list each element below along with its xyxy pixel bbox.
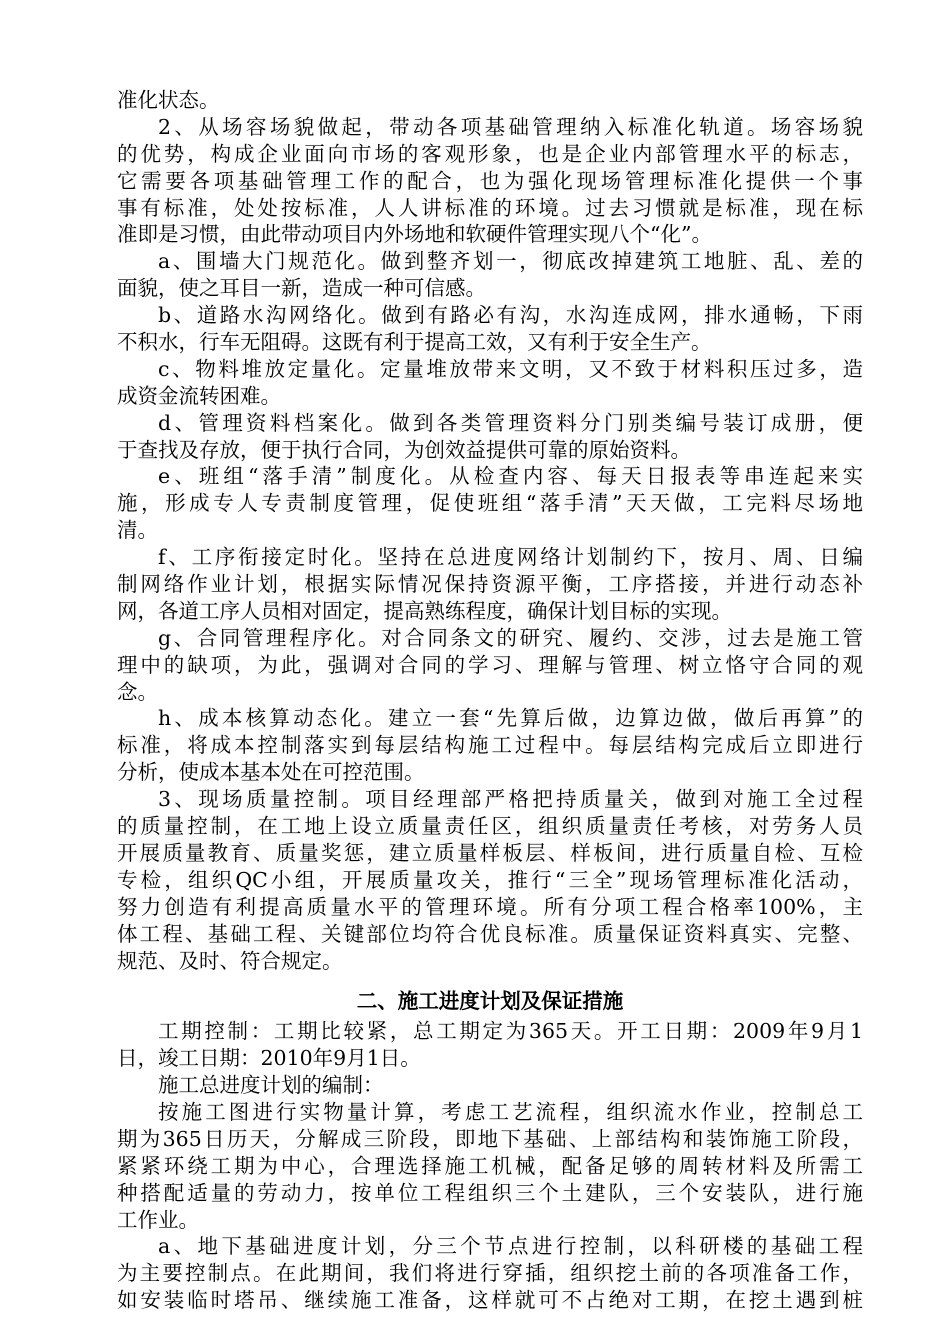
text-line: 不积水，行车无阻碍。这既有利于提高工效，又有利于安全生产。 [117, 330, 712, 355]
text-line: a、围墙大门规范化。做到整齐划一，彻底改掉建筑工地脏、乱、差的 [158, 249, 863, 274]
text-line: 开展质量教育、质量奖惩，建立质量样板层、样板间，进行质量自检、互检 [117, 840, 863, 865]
text-line: 工作业。 [117, 1207, 199, 1232]
text-line: 念。 [117, 679, 158, 704]
text-line: 事有标准，处处按标准，人人讲标准的环境。过去习惯就是标准，现在标 [117, 195, 863, 220]
text-line: 日，竣工日期：2010年9月1日。 [117, 1046, 421, 1071]
body-text-before-heading [117, 87, 863, 974]
text-line: g、合同管理程序化。对合同条文的研究、履约、交涉，过去是施工管 [158, 625, 863, 650]
text-line: 2、从场容场貌做起，带动各项基础管理纳入标准化轨道。场容场貌 [158, 114, 863, 139]
document-page [117, 87, 863, 1314]
text-line: 准即是习惯，由此带动项目内外场地和软硬件管理实现八个“化”。 [117, 222, 712, 247]
text-line: 种搭配适量的劳动力，按单位工程组织三个土建队，三个安装队，进行施 [117, 1180, 863, 1205]
text-line: 标准，将成本控制落实到每层结构施工过程中。每层结构完成后立即进行 [117, 733, 863, 758]
text-line: d、管理资料档案化。做到各类管理资料分门别类编号装订成册，便 [158, 410, 863, 435]
text-line: 分析，使成本基本处在可控范围。 [117, 760, 425, 785]
text-line: 努力创造有利提高质量水平的管理环境。所有分项工程合格率100%，主 [117, 894, 863, 919]
text-line: a、地下基础进度计划，分三个节点进行控制，以科研楼的基础工程 [158, 1234, 863, 1259]
text-line: f、工序衔接定时化。坚持在总进度网络计划制约下，按月、周、日编 [158, 545, 863, 570]
body-text-after-heading [117, 1018, 863, 1314]
text-line: 制网络作业计划，根据实际情况保持资源平衡，工序搭接，并进行动态补 [117, 572, 863, 597]
text-line: 期为365日历天，分解成三阶段，即地下基础、上部结构和装饰施工阶段， [117, 1126, 863, 1151]
text-line: 施工总进度计划的编制： [158, 1073, 384, 1098]
text-line: 工期控制：工期比较紧，总工期定为365天。开工日期：2009年9月1 [158, 1019, 863, 1044]
text-line: 于查找及存放，便于执行合同，为创效益提供可靠的原始资料。 [117, 437, 691, 462]
text-line: 理中的缺项，为此，强调对合同的学习、理解与管理、树立恪守合同的观 [117, 652, 863, 677]
text-line: 的优势，构成企业面向市场的客观形象，也是企业内部管理水平的标志， [117, 141, 863, 166]
text-line: 为主要控制点。在此期间，我们将进行穿插，组织挖土前的各项准备工作， [117, 1261, 863, 1286]
text-line: 体工程、基础工程、关键部位均符合优良标准。质量保证资料真实、完整、 [117, 921, 863, 946]
text-line: c、物料堆放定量化。定量堆放带来文明，又不致于材料积压过多，造 [158, 356, 863, 381]
text-line: 专检，组织QC小组，开展质量攻关，推行“三全”现场管理标准化活动， [117, 867, 863, 892]
section-heading: 二、施工进度计划及保证措施 [356, 989, 624, 1014]
text-line: 的质量控制，在工地上设立质量责任区，组织质量责任考核，对劳务人员 [117, 814, 863, 839]
text-line: b、道路水沟网络化。做到有路必有沟，水沟连成网，排水通畅，下雨 [158, 303, 863, 328]
text-line: e、班组“落手清”制度化。从检查内容、每天日报表等串连起来实 [158, 464, 863, 489]
text-line: 规范、及时、符合规定。 [117, 948, 343, 973]
text-line: 清。 [117, 518, 158, 543]
text-line: 成资金流转困难。 [117, 383, 281, 408]
text-line: 它需要各项基础管理工作的配合，也为强化现场管理标准化提供一个事 [117, 168, 863, 193]
text-line: 按施工图进行实物量计算，考虑工艺流程，组织流水作业，控制总工 [158, 1099, 863, 1124]
text-line: 紧紧环绕工期为中心，合理选择施工机械，配备足够的周转材料及所需工 [117, 1153, 863, 1178]
text-line: 准化状态。 [117, 88, 220, 112]
text-line: 施，形成专人专责制度管理，促使班组“落手清”天天做，工完料尽场地 [117, 491, 863, 516]
text-line: h、成本核算动态化。建立一套“先算后做，边算边做，做后再算”的 [158, 706, 863, 731]
text-line: 网，各道工序人员相对固定，提高熟练程度，确保计划目标的实现。 [117, 598, 732, 623]
text-line: 3、现场质量控制。项目经理部严格把持质量关，做到对施工全过程 [158, 787, 863, 812]
text-line: 面貌，使之耳目一新，造成一种可信感。 [117, 276, 486, 301]
text-line: 如安装临时塔吊、继续施工准备，这样就可不占绝对工期，在挖土遇到桩 [117, 1288, 863, 1313]
